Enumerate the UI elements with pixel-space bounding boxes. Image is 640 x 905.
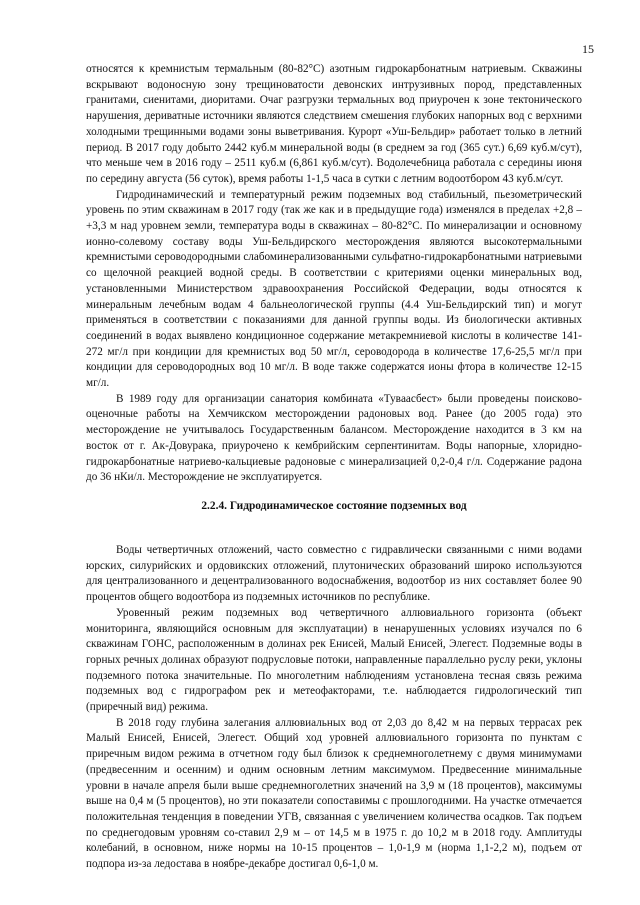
- section-heading: 2.2.4. Гидродинамическое состояние подземных вод: [201, 499, 467, 512]
- paragraph-thermal-waters: относятся к кремнистым термальным (80-82°C) азотным гидрокарбонатным натриевым. Скважины вскрывают водоносную зону трещиноватости девонских интрузивных пород, представленных гранитами, сиенитами, диоритами. Очаг разгрузки термальных вод приурочен к зоне тектонического нарушения, дериватные источники являются следствием смешения глубоких напорных вод с верхними холодными трещинными водами зоны выветривания. Курорт «Уш-Бельдир» работает только в летний период. В 2017 году добыто 2442 куб.м минеральной воды (в среднем за год (365 сут.) 6,69 куб.м/сут), что меньше чем в 2016 году – 2511 куб.м (6,861 куб.м/сут). Водолечебница работала с середины июня по середину августа (56 суток), время работы 1-1,5 часа в сутки с летним водоотбором 43 куб.м/сут.: [86, 63, 582, 185]
- text-block-bottom: [86, 543, 582, 873]
- paragraph-hydrodynamic-regime: Гидродинамический и температурный режим подземных вод стабильный, пьезометрический уровень по этим скважинам в 2017 году (так же как и в предыдущие года) изменялся в пределах +2,8 – +3,3 м над уровнем земли, температура воды в скважинах – 80-82°C. По минерализации и основному ионно-солевому составу воды Уш-Бельдирского месторождения являются высокотермальными кремнистыми сероводородными слабоминерализованными сульфатно-гидрокарбонатными натриевыми со щелочной реакцией водной среды. В соответствии с критериями оценки минеральных вод, установленными Министерством здравоохранения Российской Федерации, воды относятся к минеральным лечебным водам 4 бальнеологической группы (4.4 Уш-Бельдирский тип) и могут применяться в соответствии с показаниями для данной группы воды. Из биологически активных соединений в водах выявлено кондиционное содержание метакремниевой кислоты в количестве 141-272 мг/л при кондиции для кремнистых вод 50 мг/л, сероводорода в количестве 17,6-25,5 мг/л при кондиции для сероводородных вод 10 мг/л. В воде также содержатся ионы фтора в количестве 12-15 мг/л.: [86, 188, 582, 390]
- text-block-top: [86, 62, 582, 486]
- page-number: 15: [582, 42, 594, 56]
- paragraph-2018-depths: В 2018 году глубина залегания аллювиальных вод от 2,03 до 8,42 м на первых террасах рек Малый Енисей, Енисей, Элегест. Общий ход уровней аллювиального горизонта по пунктам с приречным видом режима в отчетном году был близок к среднемноголетнему с двумя минимумами (предвесенним и осенним) и одним основным летним максимумом. Предвесенние минимальные уровни в начале апреля были выше среднемноголетних значений на 3,9 м (18 процентов), максимумы выше на 0,4 м (5 процентов), но эти показатели сопоставимы с прошлогодними. На участке отмечается положительная тенденция в поведении УГВ, связанная с увеличением количества осадков. Так подъем по среднегодовым уровням со-ставил 2,9 м – от 14,5 м в 1975 г. до 10,2 м в 2018 году. Амплитуды колебаний, в основном, ниже нормы на 10-15 процентов – 1,0-1,9 м (норма 1,1-2,2 м), подъем от подпора из-за ледостава в ноябре-декабре достигал 0,6-1,0 м.: [86, 716, 582, 871]
- paragraph-level-regime: Уровенный режим подземных вод четвертичного аллювиального горизонта (объект мониторинга, являющийся основным для эксплуатации) в ненарушенных условиях изучался по 6 скважинам ГОНС, расположенным в долинах рек Енисей, Малый Енисей, Элегест. Подземные воды в горных речных долинах образуют подрусловые потоки, направленные параллельно руслу реки, уклоны подземного потока значительные. По многолетним наблюдениям установлена тесная связь режима подземных вод с гидрографом рек и метеофакторами, т.е. наблюдается гидрологический тип (приречный вид) режима.: [86, 606, 582, 714]
- paragraph-radon-deposit: В 1989 году для организации санатория комбината «Тувaaсбест» были проведены поисково-оценочные работы на Хемчикском месторождении радоновых вод. Ранее (до 2005 года) это месторождение не учитывалось Государственным балансом. Месторождение находится в 3 км на восток от г. Ак-Довурака, приурочено к кембрийским серпентинитам. Воды напорные, хлоридно-гидрокарбонатные натриево-кальциевые радоновые с минерализацией 0,2-0,4 г/л. Содержание радона до 36 нКи/л. Месторождение не эксплуатируется.: [86, 392, 582, 484]
- paragraph-quaternary-waters: Воды четвертичных отложений, часто совместно с гидравлически связанными с ними водами юрских, силурийских и ордовикских отложений, плутонических образований широко используются для централизованного и децентрализованного водоснабжения, водоотбор из них составляет более 90 процентов общего водоотбора из подземных источников по республике.: [86, 543, 582, 604]
